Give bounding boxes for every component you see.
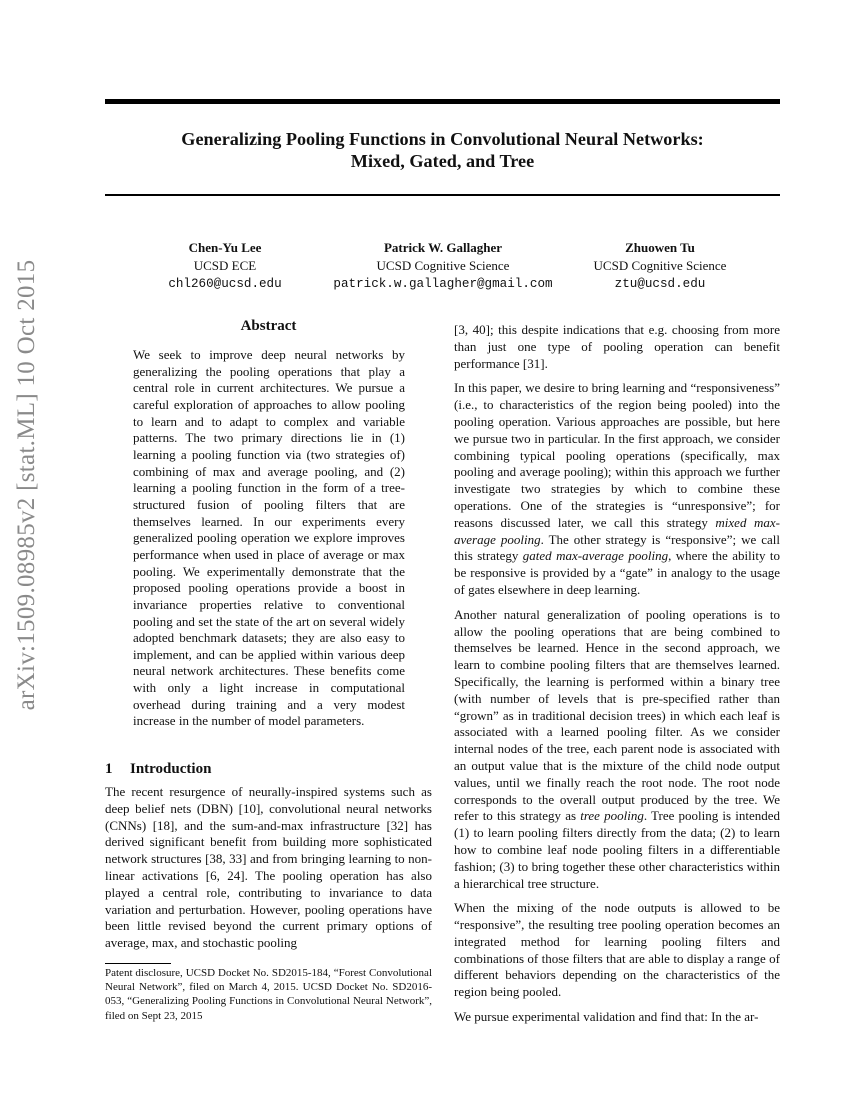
title-bottom-rule xyxy=(105,194,780,196)
author-1 xyxy=(145,239,305,293)
author-2 xyxy=(313,239,573,293)
arxiv-stamp-text: arXiv:1509.08985v2 [stat.ML] 10 Oct 2015 xyxy=(13,259,40,711)
top-rule xyxy=(105,99,780,104)
author-affiliation: UCSD Cognitive Science xyxy=(376,258,510,273)
paragraph: In this paper, we desire to bring learning and “responsiveness” (i.e., to characteristics of the region being pooled) into the pooling operation. Various approaches are possible, but here we pursue two in particular. In the first approach, we consider combining typical pooling operations (specifically, max pooling and average pooling); within this approach we further investigate two strategies by which to combine these operations. One of the strategies is “unresponsive”; for reasons discussed later, we call this strategy mixed max-average pooling. The other strategy is “responsive”; we call this strategy gated max-average pooling, where the ability to be responsive is provided by a “gate” in analogy to the usage of gates elsewhere in deep learning. xyxy=(454,380,780,597)
abstract-body: We seek to improve deep neural networks by generalizing the pooling operations that play a central role in current architectures. We pursue a careful exploration of approaches to allow pooling to learn and to adapt to complex and variable patterns. The two primary directions lie in (1) learning a pooling function via (two strategies of) combining of max and average pooling, and (2) learning a pooling function in the form of a tree-structured fusion of pooling filters that are themselves learned. In our experiments every generalized pooling operation we explore improves performance when used in place of average or max pooling. We experimentally demonstrate that the proposed pooling operations provide a boost in invariance properties relative to conventional pooling and set the state of the art on several widely adopted benchmark datasets; they are also easy to implement, and can be applied within various deep neural network architectures. These benefits come with only a light increase in computational overhead during training and a very modest increase in the number of model parameters. xyxy=(133,347,405,729)
paragraph: When the mixing of the node outputs is allowed to be “responsive”, the resulting tree pooling operation becomes an integrated method for learning pooling filters and combinations of those filters that are able to display a range of different behaviors depending on the characteristics of the region being pooled. xyxy=(454,900,780,1000)
arxiv-stamp xyxy=(6,259,48,711)
section-title: Introduction xyxy=(130,761,212,777)
author-email: chl260@ucsd.edu xyxy=(168,277,282,291)
author-block xyxy=(105,239,780,299)
abstract-heading: Abstract xyxy=(240,318,297,334)
emphasis: mixed max-average pooling xyxy=(454,514,780,547)
paragraph: [3, 40]; this despite indications that e.g. choosing from more than just one type of pooling operation can benefit performance [31]. xyxy=(454,322,780,371)
right-column xyxy=(454,322,780,1034)
emphasis: gated max-average pooling xyxy=(522,548,669,564)
author-3 xyxy=(575,239,745,293)
emphasis: tree pooling xyxy=(580,808,644,824)
footnote: Patent disclosure, UCSD Docket No. SD2015-184, “Forest Convolutional Neural Network”, filed on March 4, 2015. UCSD Docket No. SD2016-053, “Generalizing Pooling Functions in Convolutional Neural Network”, filed on Sept 23, 2015 xyxy=(105,967,432,1022)
footnote-rule xyxy=(105,963,171,964)
author-email: ztu@ucsd.edu xyxy=(614,277,706,291)
paper-title xyxy=(105,128,780,172)
author-name: Patrick W. Gallagher xyxy=(383,240,503,255)
section-heading-introduction xyxy=(105,761,211,778)
title-line-2: Mixed, Gated, and Tree xyxy=(350,151,535,171)
author-affiliation: UCSD Cognitive Science xyxy=(593,258,727,273)
paragraph: We pursue experimental validation and find that: In the ar- xyxy=(454,1009,759,1025)
intro-left-paragraph: The recent resurgence of neurally-inspired systems such as deep belief nets (DBN) [10], convolutional neural networks (CNNs) [18], and the sum-and-max infrastructure [32] has derived significant benefit from building more sophisticated network structures [38, 33] and from bringing learning to non-linear activations [6, 24]. The pooling operation has also played a central role, contributing to invariance to data variation and perturbation. However, pooling operations have been little revised beyond the current primary options of average, max, and stochastic pooling xyxy=(105,784,432,951)
title-line-1: Generalizing Pooling Functions in Convolutional Neural Networks: xyxy=(181,129,704,149)
author-email: patrick.w.gallagher@gmail.com xyxy=(333,277,553,291)
author-affiliation: UCSD ECE xyxy=(193,258,257,273)
author-name: Chen-Yu Lee xyxy=(188,240,262,255)
paragraph: Another natural generalization of pooling operations is to allow the pooling operations that are being combined to themselves be learned. Hence in the second approach, we learn to combine pooling filters that are themselves learned. Specifically, the learning is performed within a binary tree (with number of levels that is pre-specified rather than “grown” as in traditional decision trees) in which each leaf is associated with a learned pooling filter. As we consider internal nodes of the tree, each parent node is associated with an output value that is the mixture of the child node output values, until we finally reach the root node. The root node corresponds to the overall output produced by the tree. We refer to this strategy as tree pooling. Tree pooling is intended (1) to learn pooling filters directly from the data; (2) to learn how to combine leaf node pooling filters in a differentiable fashion; (3) to bring together these other characteristics within a hierarchical tree structure. xyxy=(454,606,781,891)
section-number: 1 xyxy=(105,761,113,777)
author-name: Zhuowen Tu xyxy=(625,240,695,255)
